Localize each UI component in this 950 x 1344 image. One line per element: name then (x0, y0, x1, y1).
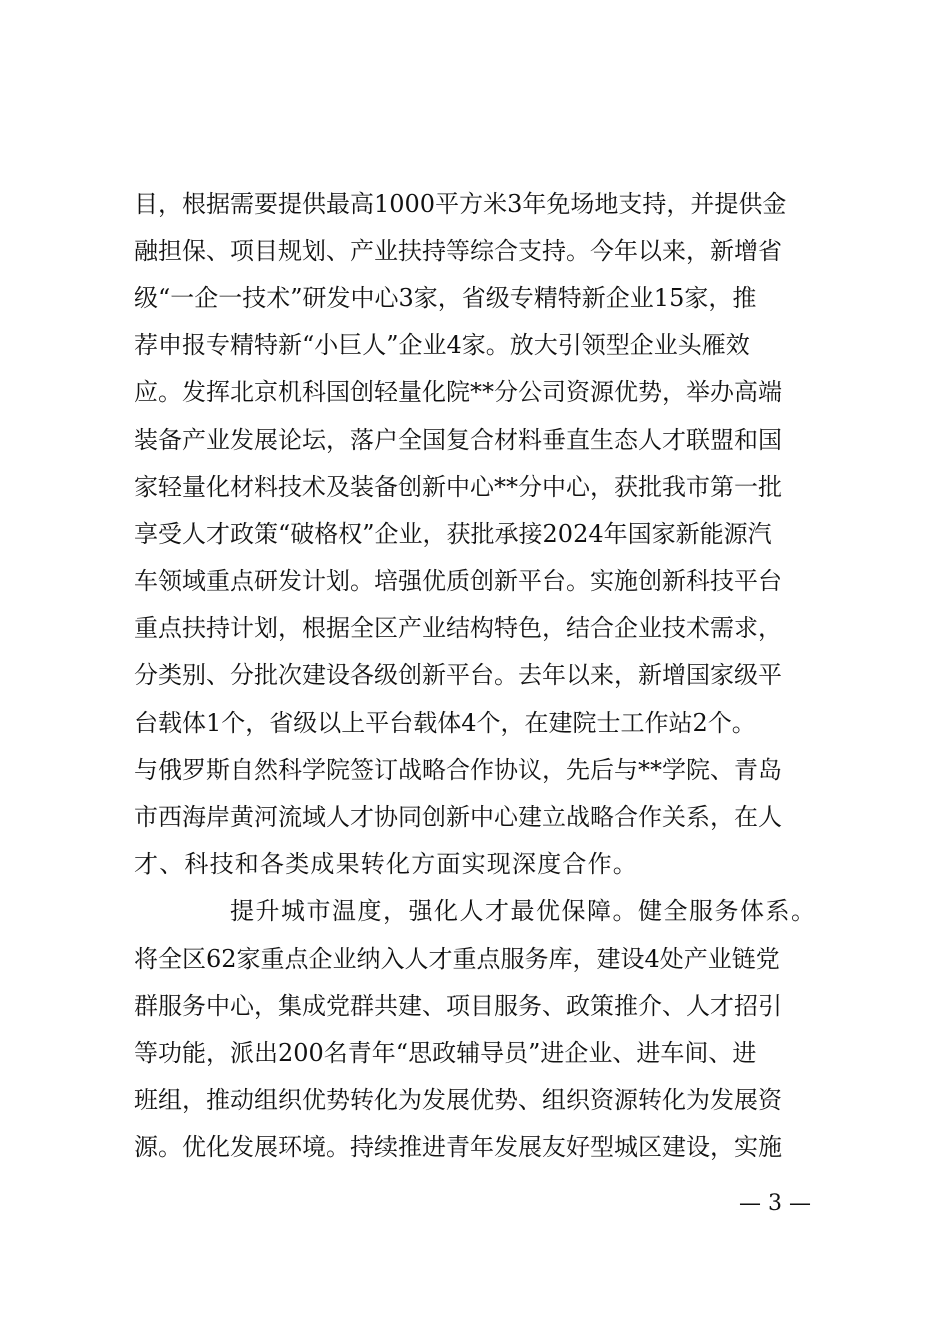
text-line: 市西海岸黄河流域人才协同创新中心建立战略合作关系，在人 (134, 803, 782, 832)
text-line: 级“一企一技术”研发中心3家，省级专精特新企业15家，推 (134, 283, 757, 312)
text-line: 重点扶持计划，根据全区产业结构特色，结合企业技术需求， (134, 614, 782, 643)
text-line: 与俄罗斯自然科学院签订战略合作协议，先后与**学院、青岛 (134, 755, 782, 784)
body-text (134, 180, 830, 1171)
page-number: — 3 — (739, 1191, 811, 1216)
text-line: 才、科技和各类成果转化方面实现深度合作。 (134, 850, 638, 879)
text-line: 融担保、项目规划、产业扶持等综合支持。今年以来，新增省 (134, 236, 782, 265)
text-line: 享受人才政策“破格权”企业，获批承接2024年国家新能源汽 (134, 519, 772, 548)
text-line: 源。优化发展环境。持续推进青年发展友好型城区建设，实施 (134, 1133, 782, 1162)
text-line: 台载体1个，省级以上平台载体4个，在建院士工作站2个。 (134, 708, 756, 737)
text-line: 将全区62家重点企业纳入人才重点服务库，建设4处产业链党 (134, 944, 780, 973)
paragraph-first-line: 提升城市温度，强化人才最优保障。健全服务体系。 (230, 897, 817, 926)
text-line: 装备产业发展论坛，落户全国复合材料垂直生态人才联盟和国 (134, 425, 782, 454)
text-line: 荐申报专精特新“小巨人”企业4家。放大引领型企业头雁效 (134, 331, 750, 360)
text-line: 群服务中心，集成党群共建、项目服务、政策推介、人才招引 (134, 991, 782, 1020)
text-line: 车领域重点研发计划。培强优质创新平台。实施创新科技平台 (134, 567, 782, 596)
text-line: 分类别、分批次建设各级创新平台。去年以来，新增国家级平 (134, 661, 782, 690)
text-line: 等功能，派出200名青年“思政辅导员”进企业、进车间、进 (134, 1038, 757, 1067)
text-line: 班组，推动组织优势转化为发展优势、组织资源转化为发展资 (134, 1086, 782, 1115)
text-line: 目，根据需要提供最高1000平方米3年免场地支持，并提供金 (134, 189, 787, 218)
text-line: 应。发挥北京机科国创轻量化院**分公司资源优势，举办高端 (134, 378, 782, 407)
text-line: 家轻量化材料技术及装备创新中心**分中心，获批我市第一批 (134, 472, 782, 501)
